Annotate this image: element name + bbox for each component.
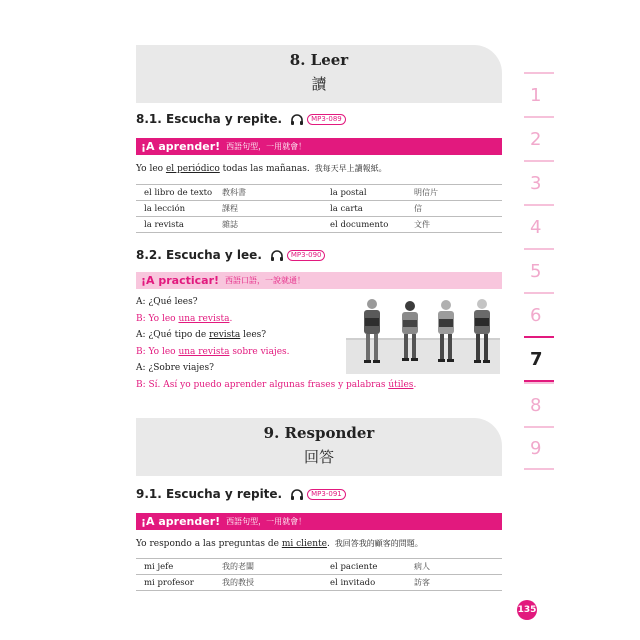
subsection-8-2 [136, 248, 325, 262]
headphones-icon[interactable] [290, 489, 304, 500]
dialog-text: B: Yo leo [136, 346, 179, 357]
mp3-track-label[interactable]: MP3-089 [307, 114, 346, 125]
section-subtitle: 回答 [303, 448, 334, 466]
bar-note: 西語句型，一用就會！ [226, 142, 307, 151]
example-sentence [136, 163, 387, 174]
vocab-es: el paciente [322, 559, 406, 575]
chapter-tab-6[interactable]: 6 [524, 292, 554, 336]
vocab-es: el documento [322, 217, 406, 233]
vocab-table [136, 558, 502, 591]
vocab-zh: 明信片 [406, 185, 502, 201]
mp3-track-label[interactable]: MP3-090 [287, 250, 326, 261]
subsection-8-1 [136, 112, 346, 126]
headphones-icon[interactable] [290, 114, 304, 125]
mp3-track-label[interactable]: MP3-091 [307, 489, 346, 500]
vocab-zh: 我的老闆 [214, 559, 322, 575]
reading-people-photo [346, 290, 500, 374]
dialog-keyword: revista [209, 330, 241, 340]
sentence-translation: 我每天早上讀報紙。 [314, 164, 387, 173]
subsection-title: 8.1. Escucha y repite. [136, 112, 283, 126]
chapter-tab-1[interactable]: 1 [524, 72, 554, 116]
dialog-line [136, 363, 346, 380]
bar-note: 西語句型，一用就會！ [226, 517, 307, 526]
dialog-line [136, 347, 346, 364]
dialog-text: sobre viajes. [229, 346, 290, 357]
dialog-text: B: Yo leo [136, 313, 179, 324]
vocab-zh: 課程 [214, 201, 322, 217]
vocab-zh: 我的教授 [214, 575, 322, 591]
section-title: 8. Leer [289, 51, 349, 69]
vocab-es: la carta [322, 201, 406, 217]
bar-note: 西語口語，一說就通！ [225, 276, 306, 285]
vocab-table [136, 184, 502, 233]
dialog-text: B: Sí. Así yo puedo aprender algunas frases y palabras [136, 379, 389, 390]
section-title: 9. Responder [263, 424, 375, 442]
dialog-line [136, 330, 346, 347]
vocab-es: el invitado [322, 575, 406, 591]
bar-label: ¡A practicar! [141, 274, 220, 287]
practice-bar [136, 272, 502, 289]
page-number: 135 [517, 600, 537, 620]
vocab-zh: 信 [406, 201, 502, 217]
sentence-text-end: todas las mañanas. [219, 164, 310, 174]
dialog-text: A: ¿Qué lees? [136, 297, 198, 307]
dialog-keyword: útiles [388, 379, 414, 390]
vocab-es: la lección [136, 201, 214, 217]
chapter-tab-8[interactable]: 8 [524, 382, 554, 426]
dialog-text: A: ¿Qué tipo de [136, 330, 210, 340]
dialog-line [136, 297, 346, 314]
dialog-line [136, 314, 346, 331]
vocab-zh: 訪客 [406, 575, 502, 591]
learn-bar [136, 513, 502, 530]
sentence-text: Yo respondo a las preguntas de [136, 539, 282, 549]
subsection-9-1 [136, 487, 346, 501]
chapter-tab-4[interactable]: 4 [524, 204, 554, 248]
vocab-es: la revista [136, 217, 214, 233]
chapter-tab-7-active[interactable]: 7 [524, 336, 554, 382]
subsection-title: 9.1. Escucha y repite. [136, 487, 283, 501]
sentence-text-end: . [326, 539, 330, 549]
chapter-tab-9[interactable]: 9 [524, 426, 554, 470]
table-row [136, 217, 502, 233]
headphones-icon[interactable] [270, 250, 284, 261]
chapter-tab-5[interactable]: 5 [524, 248, 554, 292]
dialog-text: A: ¿Sobre viajes? [136, 363, 214, 373]
learn-bar [136, 138, 502, 155]
table-row [136, 575, 502, 591]
sentence-keyword: mi cliente [281, 539, 327, 549]
dialog-keyword: una revista [178, 346, 230, 357]
subsection-title: 8.2. Escucha y lee. [136, 248, 262, 262]
vocab-es: la postal [322, 185, 406, 201]
sentence-keyword: el periódico [165, 164, 220, 174]
example-sentence [136, 538, 423, 549]
vocab-zh: 教科書 [214, 185, 322, 201]
dialog-line [136, 379, 417, 397]
table-row [136, 185, 502, 201]
vocab-zh: 雜誌 [214, 217, 322, 233]
chapter-tab-3[interactable]: 3 [524, 160, 554, 204]
vocab-zh: 病人 [406, 559, 502, 575]
sentence-text: Yo leo [136, 164, 166, 174]
chapter-tabs [524, 72, 554, 470]
vocab-es: el libro de texto [136, 185, 214, 201]
section-header-leer [136, 45, 502, 103]
dialog-text: lees? [240, 330, 267, 340]
section-header-responder [136, 418, 502, 476]
vocab-zh: 文件 [406, 217, 502, 233]
bar-label: ¡A aprender! [141, 140, 221, 153]
chapter-tab-2[interactable]: 2 [524, 116, 554, 160]
vocab-es: mi jefe [136, 559, 214, 575]
dialog-text: . [229, 313, 233, 324]
table-row [136, 559, 502, 575]
dialog-keyword: una revista [178, 313, 230, 324]
table-row [136, 201, 502, 217]
dialog-text: . [413, 379, 417, 390]
dialog [136, 297, 417, 396]
vocab-es: mi profesor [136, 575, 214, 591]
section-subtitle: 讀 [311, 75, 327, 93]
bar-label: ¡A aprender! [141, 515, 221, 528]
sentence-translation: 我回答我的顧客的問題。 [334, 539, 423, 548]
